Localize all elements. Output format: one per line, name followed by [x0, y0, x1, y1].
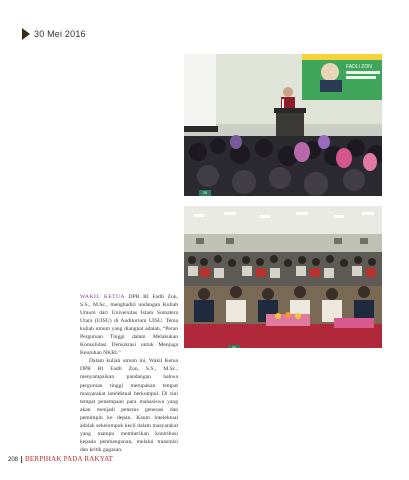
photo-caption-number: 30	[228, 345, 240, 348]
page-footer	[8, 455, 113, 463]
article-lead: WAKIL KETUA	[80, 294, 125, 300]
photo-caption-number: 29	[199, 190, 211, 196]
play-arrow-icon	[22, 28, 30, 40]
header-date-row	[22, 27, 86, 41]
photo-lecture-podium	[184, 54, 382, 196]
book-title: BERPIHAK PADA RAKYAT	[25, 455, 114, 463]
photo-auditorium-audience	[184, 206, 382, 348]
article-paragraph	[80, 293, 178, 357]
article-paragraph-1-text: DPR RI Fadli Zon, S.S., M.Sc., menghadiri undangan Kuliah Umum dari Universitas Islam Sumatera Utara (UISU) di Auditorium UISU. Tema kuliah umum yang diangkat adalah, “Peran Perguruan Tinggi dalam Melakukan Konsolidasi Demokrasi untuk Menjaga Keutuhan NKRI.”	[80, 294, 178, 357]
article-paragraph-2: Dalam kuliah umum ini, Wakil Ketua DPR RI Fadli Zon, S.S., M.Sc., menyampaikan pandangan bahwa perguruan tinggi merupakan tempat masyarakat intelektual berkumpul. Di sini tempat penempaan para mahasiswa yang akan menjadi penerus generasi dan pemimpin ke depan. Kaum intelektual adalah sekelompok kecil dalam masyarakat yang mampu memberikan kontribusi kepada pembangunan, melalui transmisi dan kritik gagasan.	[80, 358, 178, 453]
page-number: 208	[8, 457, 19, 463]
article-body	[80, 293, 178, 454]
header-date: 30 Mei 2016	[34, 29, 86, 39]
banner-text: FADLI ZON	[346, 64, 372, 70]
footer-separator	[21, 456, 22, 463]
